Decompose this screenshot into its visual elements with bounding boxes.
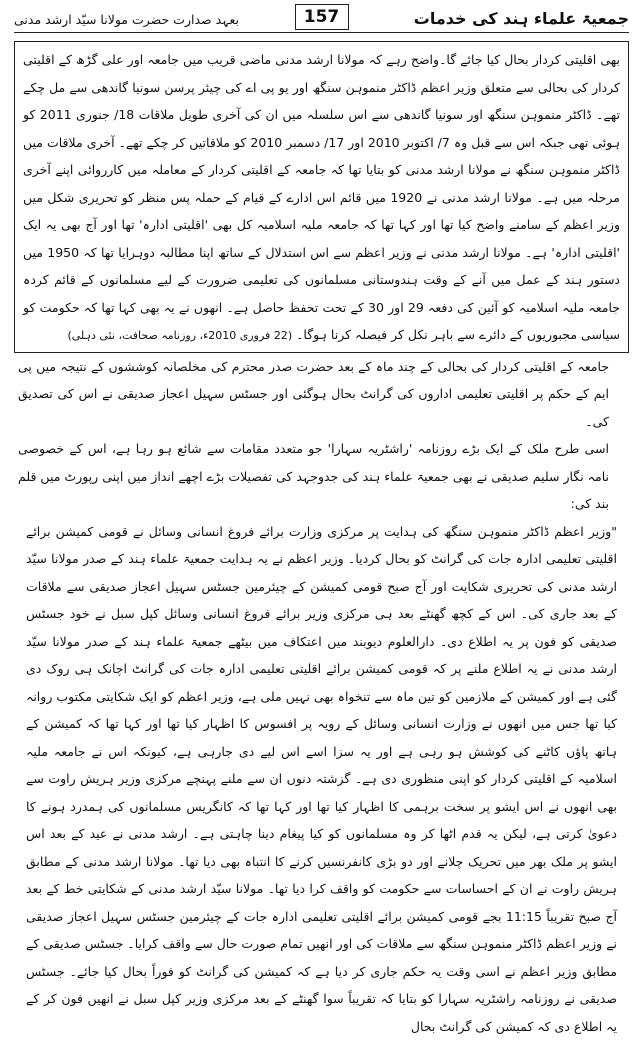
boxed-news-excerpt [14,41,629,353]
source-citation: (22 فروری 2010ء، روزنامہ صحافت، نئی دہلی) [67,329,292,342]
boxed-paragraph [23,46,620,350]
quoted-report: "وزیر اعظم ڈاکٹر منموہن سنگھ کی ہدایت پر مرکزی وزارت برائے فروغ انسانی وسائل نے قومی کمیشن برائے اقلیتی تعلیمی ادارہ جات کی گرانٹ کو بحال کردیا۔ وزیر اعظم نے یہ ہدایت جمعیۃ علماء ہند کے صدر مولانا سیّد ارشد مدنی کی تحریری شکایت اور آج صبح قومی کمیشن کے چیئرمین جسٹس سہیل اعجاز صدیقی سے ملاقات کے بعد جاری کی۔ اس کے کچھ گھنٹے بعد ہی مرکزی وزیر برائے فروغ انسانی وسائل کپل سبل نے خود جسٹس صدیقی کو فون پر یہ اطلاع دی۔ دارالعلوم دیوبند میں اعتکاف میں بیٹھے جمعیۃ علماء ہند کے صدر مولانا سیّد ارشد مدنی نے یہ اطلاع ملنے پر کہ قومی کمیشن برائے اقلیتی تعلیمی ادارہ جات کی گرانٹ اچانک ہی روک دی گئی ہے اور کمیشن کے ملازمین کو تین ماہ سے تنخواہ بھی نہیں ملی ہے، وزیر اعظم کو ایک شکایتی مکتوب روانہ کیا تھا جس میں انھوں نے وزارت انسانی وسائل کے رویہ پر افسوس کا اظہار کیا تھا اور کہا تھا کہ کمیشن کے ہاتھ پاؤں کاٹنے کی کوشش ہو رہی ہے اور یہ سزا اسے اس لیے دی جارہی ہے، کیونکہ اس نے جامعہ ملیہ اسلامیہ کے اقلیتی کردار کو اپنی منظوری دی ہے۔ گزشتہ دنوں ان سے ملنے پہنچے مرکزی وزیر ہریش راوت سے بھی انھوں نے اس ایشو پر سخت برہمی کا اظہار کیا تھا اور کہا تھا کہ کانگریس مسلمانوں کی ہمدرد ہونے کا دعویٰ کرتی ہے، لیکن یہ قدم اٹھا کر وہ مسلمانوں کو کیا پیغام دینا چاہتی ہے۔ ارشد مدنی نے عید کے بعد اس ایشو پر ملک بھر میں تحریک چلانے اور دو بڑی کانفرنسیں کرنے کا انتباہ بھی دیا تھا۔ مولانا ارشد مدنی کے مطابق ہریش راوت نے ان کے احساسات سے حکومت کو واقف کرا دیا تھا۔ مولانا سیّد ارشد مدنی کے شکایتی خط کے بعد آج صبح تقریباً 11:15 بجے قومی کمیشن برائے اقلیتی تعلیمی ادارہ جات کے چیئرمین جسٹس سہیل اعجاز صدیقی نے وزیر اعظم ڈاکٹر منموہن سنگھ سے ملاقات کی اور انھیں تمام صورت حال سے واقف کرایا۔ جسٹس صدیقی کے مطابق وزیر اعظم نے اسی وقت یہ حکم جاری کر دیا ہے کہ کمیشن کی گرانٹ کو فوراً بحال کیا جائے۔ جسٹس صدیقی نے روزنامہ راشٹریہ سہارا کو بتایا کہ تقریباً سوا گھنٹے کے بعد مرکزی وزیر کپل سبل نے انھیں فون کر کے یہ اطلاع دی کہ کمیشن کی گرانٹ بحال [18,518,625,1040]
boxed-text: بھی اقلیتی کردار بحال کیا جائے گا۔واضح رہے کہ مولانا ارشد مدنی ماضی قریب میں جامعہ اور علی گڑھ کے اقلیتی کردار کی بحالی سے متعلق وزیر اعظم ڈاکٹر منموہن سنگھ اور یو پی اے کی چیئر پرسن سونیا گاندھی سے مل چکے تھے۔ ڈاکٹر منموہن سنگھ اور سونیا گاندھی سے اس سلسلہ میں ان کی آخری طویل ملاقات 18/ جنوری 2011 کو ہوئی تھی جبکہ اس سے قبل وہ 7/ اکتوبر 2010 اور 17/ دسمبر 2010 کو ملاقاتیں کر چکے تھے۔ آخری ملاقات میں ڈاکٹر منموہن سنگھ نے مولانا ارشد مدنی کو بتایا تھا کہ جامعہ کے اقلیتی کردار کے معاملہ میں کارروائی اپنے آخری مرحلہ میں ہے۔ مولانا ارشد مدنی نے 1920 میں قائم اس ادارے کے قیام کے حملہ پس منظر کو تحریری شکل میں وزیر اعظم کے سامنے واضح کیا تھا اور کہا تھا کہ جامعہ ملیہ اسلامیہ کل بھی 'اقلیتی ادارہ' تھا اور آج بھی یہ ایک 'اقلیتی ادارہ' ہے۔ مولانا ارشد مدنی نے وزیر اعظم سے اس استدلال کے ساتھ اپنا مطالبہ دوہرایا تھا کہ 1950 میں دستور ہند کے عمل میں آنے کے وقت ہندوستانی مسلمانوں کی تعلیمی ضرورت کے لیے مسلمانوں کے قائم کردہ جامعہ ملیہ اسلامیہ کو آئین کی دفعہ 29 اور 30 کے تحت تحفظ حاصل ہے۔ انھوں نے یہ بھی کہا تھا کہ حکومت کو سیاسی مجبوریوں کے دائرے سے باہر نکل کر فیصلہ کرنا ہوگا۔ [23,52,620,342]
section-title: بعہد صدارت حضرت مولانا سیّد ارشد مدنی [14,6,239,27]
paragraph-rashtriya-sahara: اسی طرح ملک کے ایک بڑے روزنامہ 'راشٹریہ سہارا' جو متعدد مقامات سے شائع ہو رہا ہے، اس کے خصوصی نامہ نگار سلیم صدیقی نے بھی جمعیۃ علماء ہند کی جدوجہد کی تفصیلات بڑے اچھے انداز میں اپنی رپورٹ میں قلم بند کی: [18,435,625,518]
paragraph-grant-restored: جامعہ کے اقلیتی کردار کی بحالی کے چند ماہ کے بعد حضرت صدر محترم کی مخلصانہ کوششوں کے نتیجہ میں پی ایم کے حکم پر اقلیتی تعلیمی اداروں کی گرانٹ بحال ہوگئی اور جسٹس سہیل اعجاز صدیقی نے اس کی تصدیق کی۔ [18,353,625,436]
page-number: 157 [295,4,349,30]
book-title: جمعیۃ علماء ہند کی خدمات [414,5,629,28]
body-text [14,353,629,1040]
page-header [14,0,629,33]
